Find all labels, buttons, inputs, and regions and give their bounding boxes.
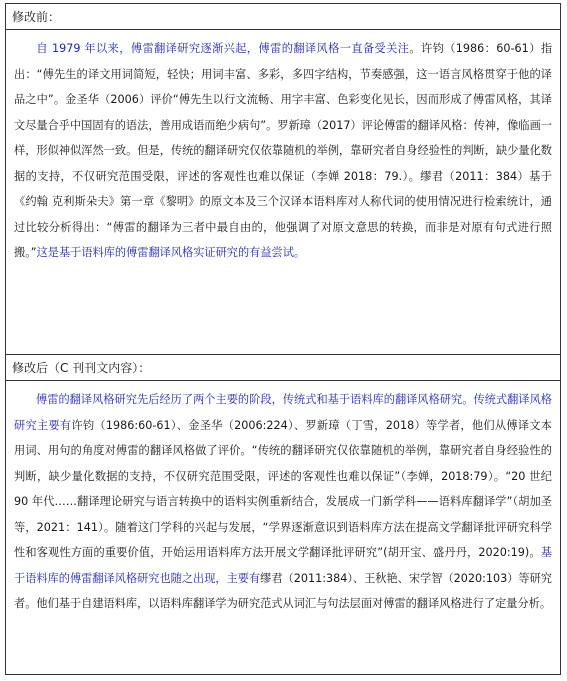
after-seg-0: 傅雷的翻译风格研究先后经历了两个主要的阶段，传统式和基于语料库的翻译风格研究。传统式翻译风格研究主要有 [14,393,552,432]
before-header: 修改前： [6,4,560,30]
after-paragraph [6,381,560,621]
before-seg-0: 自 1979 年以来，傅雷翻译研究逐渐兴起，傅雷的翻译风格一直备受关注 [36,42,410,55]
after-seg-1: 许钧（1986:60-61）、金圣华（2006:224）、罗新璋（丁雪，2018）等学者，他们从傅译文本用词、用句的角度对傅雷的翻译风格做了评价。“传统的翻译研究仅依靠随机的举例，靠研究者自身经验性的判断，缺少量化数据的支持，不仅研究范围受限，评述的客观性也难以保证”（李婵，2018:79）。“20 世纪 90 年代……翻译理论研究与语言转换中的语料实例重新结合，发展成一门新学科——语料库翻译学”（胡加圣等，2021：141）。随着这门学科的兴起与发展，“学界逐渐意识到语料库方法在提高文学翻译批评研究科学性和客观性方面的重要价值，开始运用语料库方法开展文学翻译批评研究”(胡开宝、盛丹丹，2020:19)。 [14,418,552,559]
after-seg-3: 缪君（2011:384）、王秋艳、宋学智（2020:103）等研究者。他们基于自建语料库，以语料库翻译学为研究范式从词汇与句法层面对傅雷的翻译风格进行了定量分析。 [14,571,552,610]
before-seg-2: 这是基于语料库的傅雷翻译风格实证研究的有益尝试。 [36,246,306,259]
before-paragraph [6,30,560,355]
after-seg-2: 基于语料库的傅雷翻译风格研究也随之出现，主要有 [14,546,552,585]
after-header: 修改后（C 刊刊文内容）： [6,355,560,381]
comparison-table [5,3,561,675]
before-seg-1: 。许钧（1986：60-61）指出：“傅先生的译文用词简短，轻快；用词丰富、多彩，多四字结构，节奏感强，这一语言风格贯穿于他的译品之中”。金圣华（2006）评价“傅先生以行文流畅、用字丰富、色彩变化见长，因而形成了傅雷风格，其译文尽量合乎中国固有的语法，善用成语而绝少病句”。罗新璋（2017）评论傅雷的翻译风格：传神，像临画一样，形似神似浑然一致。但是，传统的翻译研究仅依靠随机的举例，靠研究者自身经验性的判断，缺少量化数据的支持，不仅研究范围受限，评述的客观性也难以保证（李婵 2018：79.）。缪君（2011：384）基于《约翰 克利斯朵夫》第一章《黎明》的原文本及三个汉译本语料库对人称代词的使用情况进行检索统计，通过比较分析得出：“傅雷的翻译为三者中最自由的，他强调了对原文意思的转换，而非是对原有句式进行照搬。” [14,42,553,259]
